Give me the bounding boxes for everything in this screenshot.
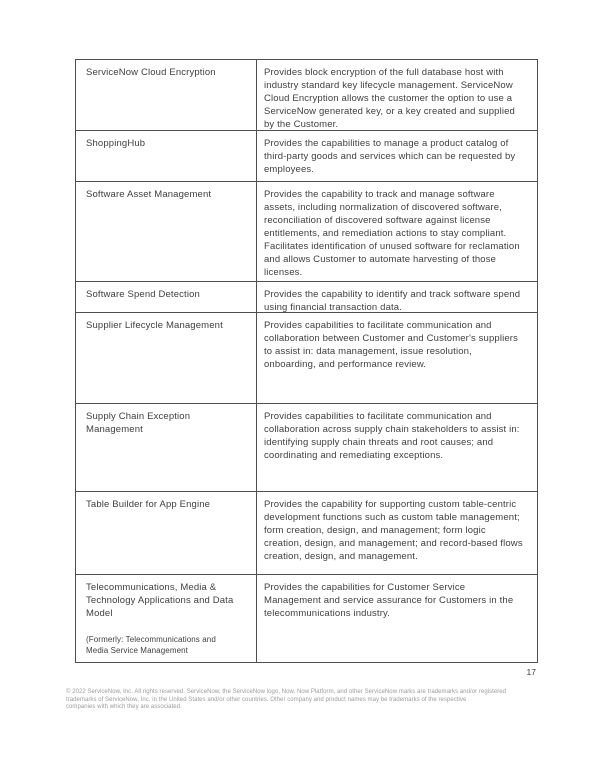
table-row xyxy=(76,492,537,575)
product-former-name: (Formerly: Telecommunications and Media Service Management xyxy=(86,635,216,655)
product-name-cell xyxy=(76,313,257,403)
product-name-cell xyxy=(76,131,257,181)
copyright-footer xyxy=(66,689,566,712)
page-number: 17 xyxy=(526,667,536,677)
product-name-cell xyxy=(76,282,257,312)
product-name: ShoppingHub xyxy=(86,138,146,149)
product-name: Table Builder for App Engine xyxy=(86,499,211,510)
description-cell xyxy=(257,313,537,403)
table-row xyxy=(76,313,537,404)
product-name-cell xyxy=(76,404,257,491)
description-cell xyxy=(257,131,537,181)
description-cell xyxy=(257,404,537,491)
table-row xyxy=(76,282,537,313)
product-name-cell xyxy=(76,575,257,662)
product-description: Provides block encryption of the full database host with industry standard key lifecycle management. ServiceNow Cloud Encryption allows the customer the option to use a ServiceNow generated key, or a key created and supplied by the Customer. xyxy=(264,67,515,130)
description-cell xyxy=(257,182,537,281)
product-name: Telecommunications, Media & Technology Applications and Data Model xyxy=(86,582,234,619)
description-cell xyxy=(257,282,537,312)
product-name: Supplier Lifecycle Management xyxy=(86,320,223,331)
product-name: Software Spend Detection xyxy=(86,289,200,300)
products-table xyxy=(75,59,538,663)
product-description: Provides the capability to identify and track software spend using financial transaction data. xyxy=(264,289,521,313)
product-name-cell xyxy=(76,492,257,574)
product-name-cell xyxy=(76,60,257,130)
product-description: Provides the capabilities to manage a product catalog of third-party goods and services which can be requested by employees. xyxy=(264,138,516,175)
product-name: Supply Chain Exception Management xyxy=(86,411,191,435)
description-cell xyxy=(257,492,537,574)
footer-line: © 2022 ServiceNow, Inc. All rights reserved. ServiceNow, the ServiceNow logo, Now, Now Platform, and other ServiceNow marks are trademarks and/or registered xyxy=(66,689,507,695)
product-description: Provides the capabilities for Customer Service Management and service assurance for Customers in the telecommunications industry. xyxy=(264,582,514,619)
product-description: Provides capabilities to facilitate communication and collaboration between Customer and Customer's suppliers to assist in: data management, issue resolution, onboarding, and performance review. xyxy=(264,320,519,370)
table-row xyxy=(76,575,537,662)
footer-line: companies with which they are associated. xyxy=(66,704,182,710)
description-cell xyxy=(257,60,537,130)
footer-line: trademarks of ServiceNow, Inc. in the United States and/or other countries. Other company and product names may be trademarks of the respective xyxy=(66,696,467,703)
table-row xyxy=(76,182,537,282)
product-name-cell xyxy=(76,182,257,281)
product-description: Provides capabilities to facilitate communication and collaboration across supply chain stakeholders to assist in: identifying supply chain threats and root causes; and coordinating and remediating exceptions. xyxy=(264,411,520,461)
description-cell xyxy=(257,575,537,662)
product-name: Software Asset Management xyxy=(86,189,212,200)
product-name: ServiceNow Cloud Encryption xyxy=(86,67,216,78)
table-row xyxy=(76,404,537,492)
table-row xyxy=(76,131,537,182)
product-description: Provides the capability for supporting custom table-centric development functions such as custom table management; form creation, design, and management; form logic creation, design, and management; and record-based flows creation, design, and management. xyxy=(264,499,523,562)
product-description: Provides the capability to track and manage software assets, including normalization of discovered software, reconciliation of discovered software against license entitlements, and remediation actions to stay compliant. Facilitates identification of unused software for reclamation and allows Customer to automate harvesting of those licenses. xyxy=(264,189,520,278)
table-row xyxy=(76,60,537,131)
